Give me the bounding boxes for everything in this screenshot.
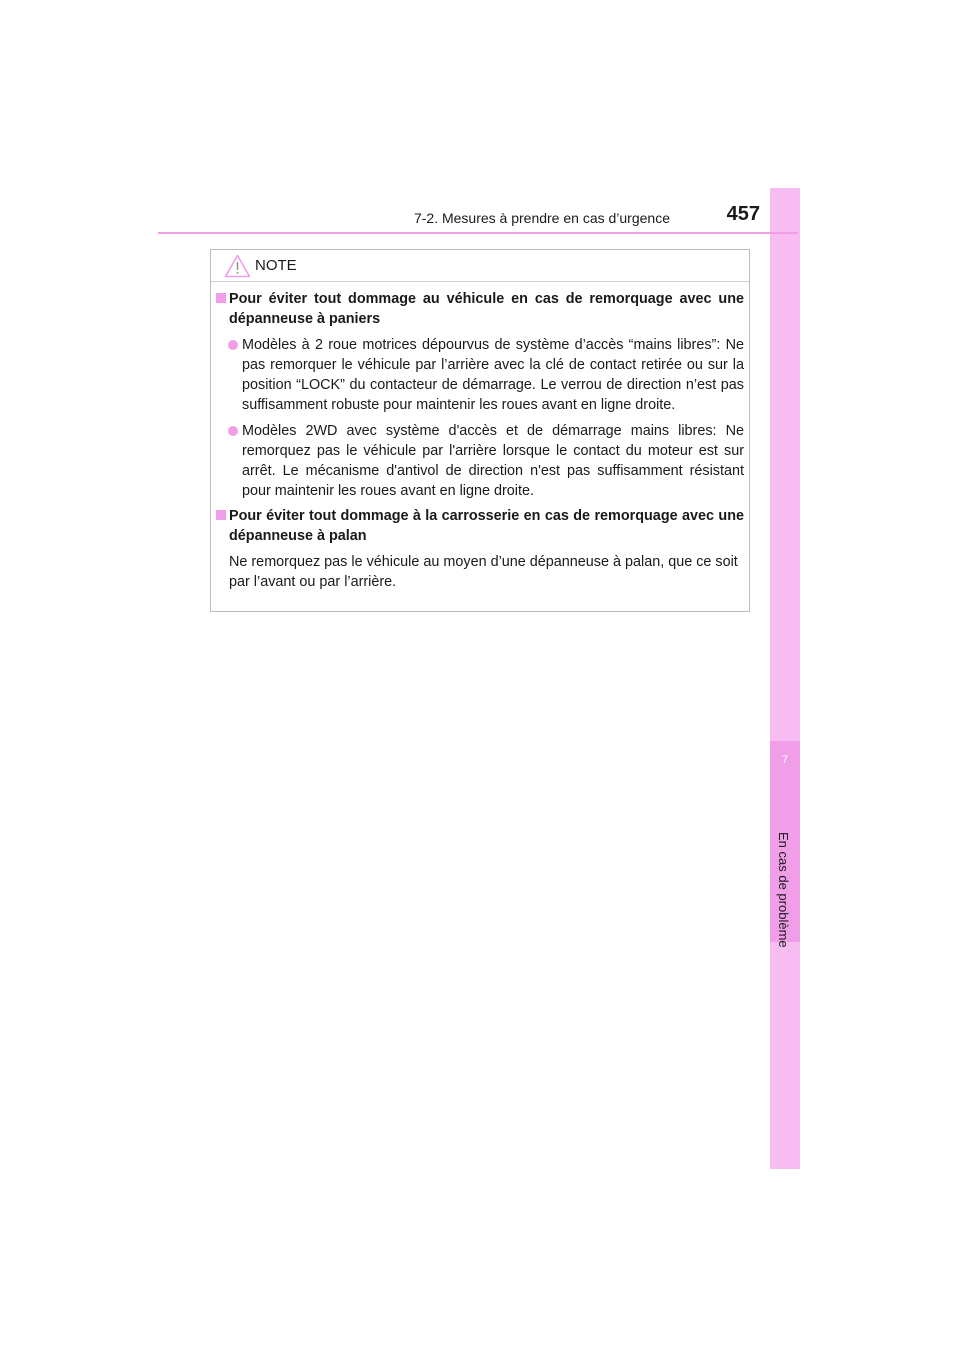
chapter-number: 7: [781, 754, 789, 766]
page-number: 457: [726, 203, 760, 225]
section-heading-text: Pour éviter tout dommage au véhicule en cas de remorquage avec une dépanneuse à paniers: [229, 291, 744, 327]
section-title: 7-2. Mesures à prendre en cas d’urgence: [413, 210, 670, 226]
section-heading: [216, 289, 744, 329]
list-item-text: Modèles 2WD avec système d'accès et de démarrage mains libres: Ne remorquez pas le véhicule par l'arrière lorsque le contact du moteur est sur arrêt. Le mécanisme d'antivol de direction n'est pas suffisamment résistant pour maintenir les roues avant en ligne droite.: [242, 423, 744, 499]
list-item-text: Modèles à 2 roue motrices dépourvus de système d’accès “mains libres”: Ne pas remorquer le véhicule par l’arrière avec la clé de contact retirée ou sur la position “LOCK” du contacteur de démarrage. Le verrou de direction n’est pas suffisamment robuste pour maintenir les roues avant en ligne droite.: [242, 337, 744, 413]
chapter-label: En cas de problème: [776, 832, 791, 948]
round-bullet-icon: [228, 340, 238, 350]
section-text: Ne remorquez pas le véhicule au moyen d’une dépanneuse à palan, que ce soit par l’avant ou par l’arrière.: [229, 554, 738, 590]
square-bullet-icon: [216, 293, 226, 303]
note-title: NOTE: [255, 257, 297, 274]
header-rule: [158, 232, 798, 234]
note-box: [210, 249, 750, 612]
note-body: [216, 289, 744, 592]
warning-triangle-icon: [224, 254, 251, 278]
section-heading: [216, 506, 744, 546]
round-bullet-icon: [228, 426, 238, 436]
list-item: [216, 335, 744, 415]
square-bullet-icon: [216, 510, 226, 520]
side-tab: [770, 188, 800, 1169]
section-heading-text: Pour éviter tout dommage à la carrosserie en cas de remorquage avec une dépanneuse à palan: [229, 508, 744, 544]
note-header: [211, 250, 749, 282]
list-item: [216, 421, 744, 501]
